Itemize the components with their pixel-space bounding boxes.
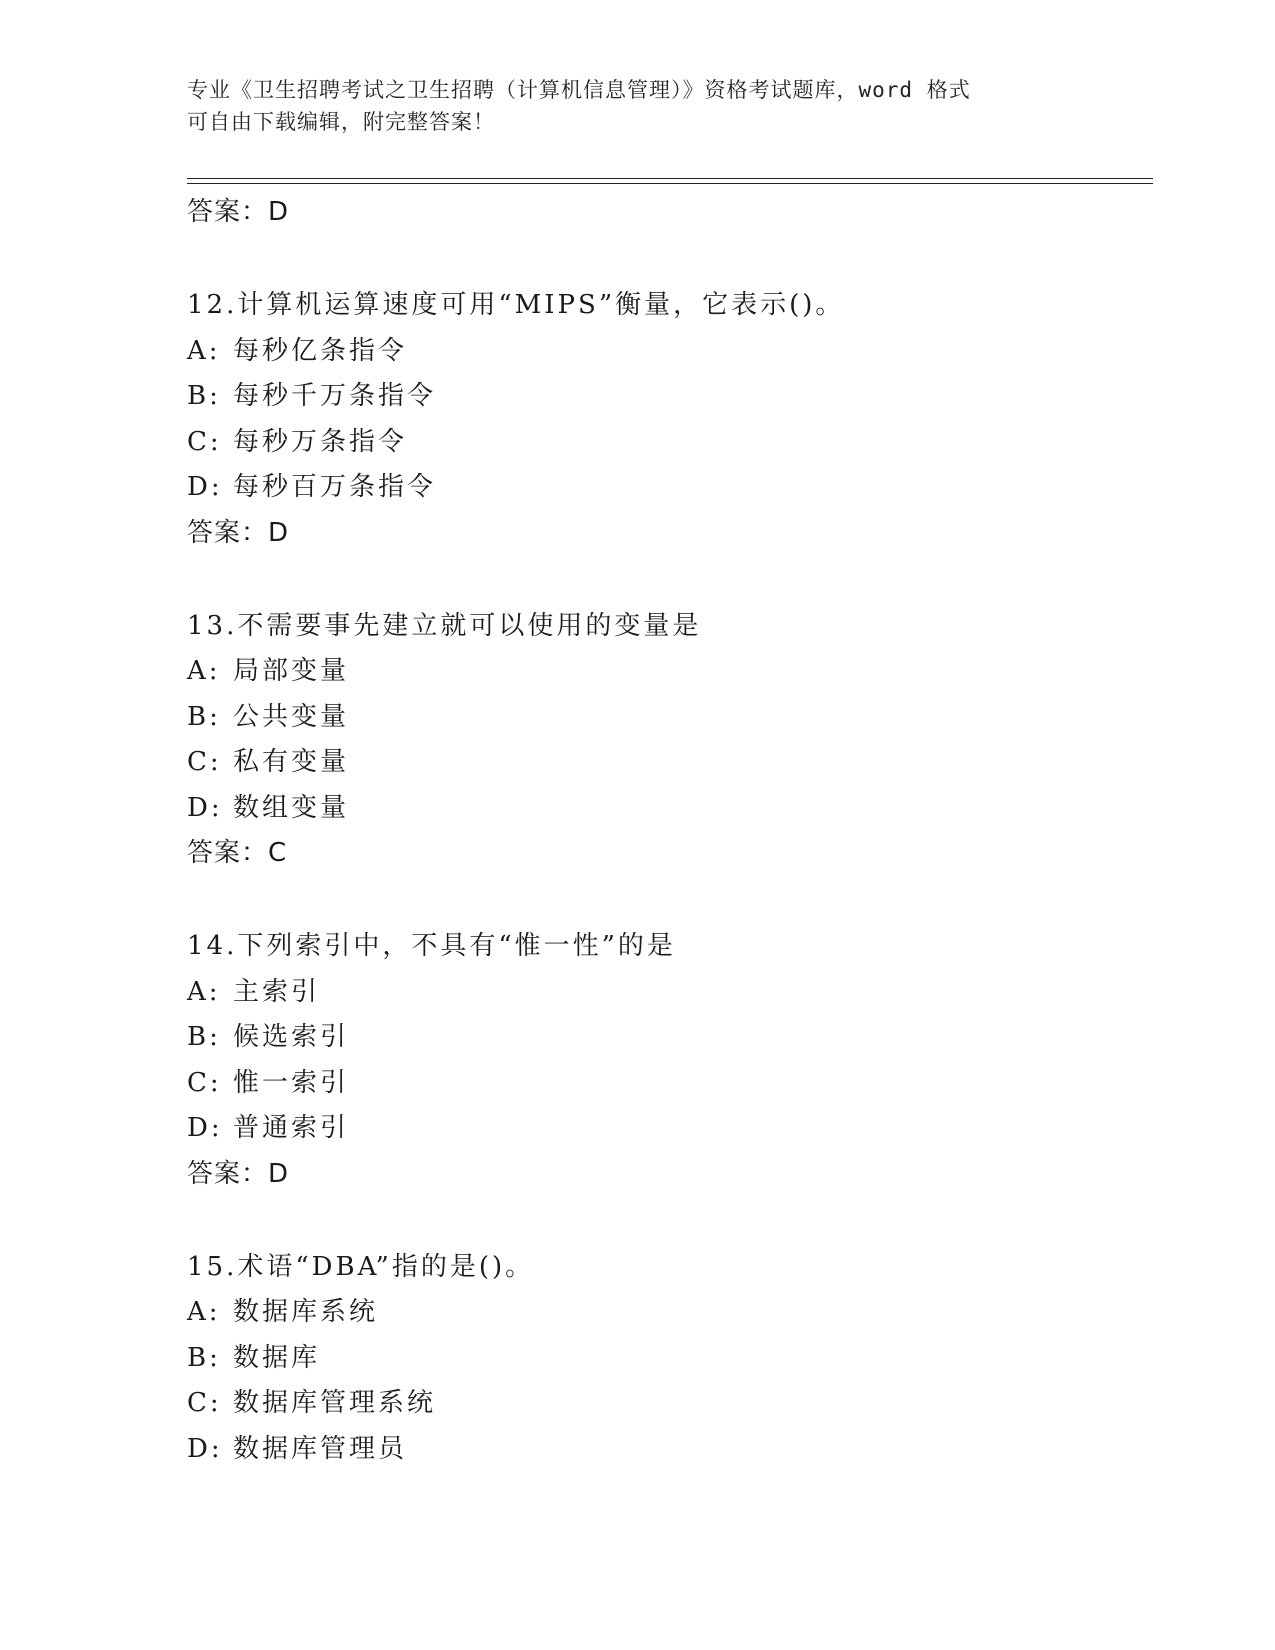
question-item <box>187 1245 1153 1473</box>
option-b <box>187 374 1153 420</box>
option-text: 数据库管理系统 <box>233 1388 437 1418</box>
option-text: 惟一索引 <box>233 1067 350 1098</box>
option-text: 数组变量 <box>233 792 350 823</box>
answer-line: 答案：D <box>187 1158 290 1189</box>
question-stem: 12.计算机运算速度可用“MIPS”衡量，它表示()。 <box>187 290 845 320</box>
header-divider-bottom <box>187 183 1153 184</box>
option-a <box>187 1290 1153 1336</box>
option-d <box>187 465 1153 511</box>
option-text: 每秒千万条指令 <box>233 381 437 411</box>
option-label: B: <box>187 701 221 732</box>
header-line-2: 可自由下载编辑，附完整答案！ <box>187 110 495 134</box>
option-label: D: <box>187 1433 223 1464</box>
option-text: 每秒亿条指令 <box>233 335 408 366</box>
question-stem: 14.下列索引中，不具有“惟一性”的是 <box>187 931 676 961</box>
question-item <box>187 924 1153 1197</box>
option-label: C: <box>187 747 222 777</box>
option-label: B: <box>187 1342 221 1373</box>
option-d <box>187 1106 1153 1152</box>
answer-line: 答案：D <box>187 197 290 227</box>
option-text: 普通索引 <box>233 1113 350 1143</box>
option-label: D: <box>187 1113 223 1143</box>
question-item <box>187 283 1153 556</box>
option-c <box>187 1061 1153 1107</box>
option-label: A: <box>187 976 221 1007</box>
option-text: 每秒百万条指令 <box>233 472 437 502</box>
option-b <box>187 1336 1153 1382</box>
option-label: A: <box>187 656 221 686</box>
option-a <box>187 649 1153 695</box>
option-c <box>187 1381 1153 1427</box>
option-c <box>187 420 1153 466</box>
option-label: D: <box>187 472 223 502</box>
option-label: C: <box>187 426 222 457</box>
option-label: D: <box>187 792 223 823</box>
option-d <box>187 786 1153 832</box>
option-c <box>187 740 1153 786</box>
option-a <box>187 970 1153 1016</box>
option-text: 主索引 <box>233 976 321 1007</box>
option-b <box>187 695 1153 741</box>
document-header <box>187 74 1087 138</box>
option-text: 私有变量 <box>233 747 350 777</box>
option-text: 数据库管理员 <box>233 1433 408 1464</box>
question-stem: 13.不需要事先建立就可以使用的变量是 <box>187 610 702 641</box>
option-label: A: <box>187 1297 221 1327</box>
answer-line: 答案：D <box>187 517 290 548</box>
option-text: 公共变量 <box>233 701 350 732</box>
answer-line: 答案：C <box>187 838 288 868</box>
option-label: C: <box>187 1067 222 1098</box>
option-b <box>187 1015 1153 1061</box>
option-label: B: <box>187 381 221 411</box>
option-label: B: <box>187 1022 221 1052</box>
option-label: C: <box>187 1388 222 1418</box>
question-stem: 15.术语“DBA”指的是()。 <box>187 1251 535 1282</box>
question-item <box>187 604 1153 877</box>
option-label: A: <box>187 335 221 366</box>
question-list <box>187 190 1153 1472</box>
option-text: 候选索引 <box>233 1022 350 1052</box>
option-d <box>187 1427 1153 1473</box>
option-text: 每秒万条指令 <box>233 426 408 457</box>
option-a <box>187 329 1153 375</box>
option-text: 数据库系统 <box>233 1297 379 1327</box>
option-text: 局部变量 <box>233 656 350 686</box>
header-line-1: 专业《卫生招聘考试之卫生招聘（计算机信息管理）》资格考试题库，word 格式 <box>187 78 971 102</box>
header-divider-top <box>187 178 1153 179</box>
option-text: 数据库 <box>233 1342 321 1373</box>
